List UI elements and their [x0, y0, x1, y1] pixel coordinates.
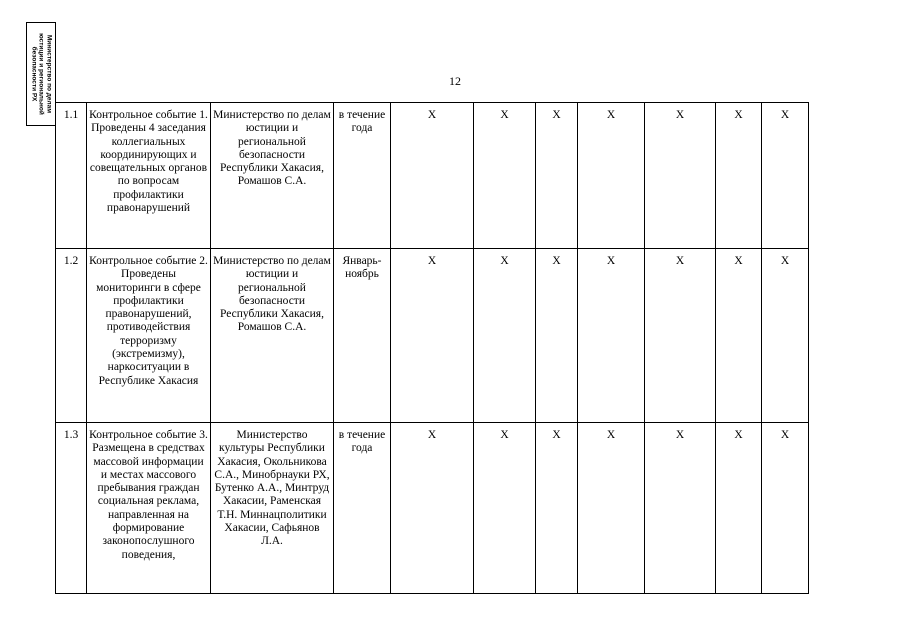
mark-cell: Х [474, 249, 536, 423]
mark-cell: Х [578, 249, 645, 423]
mark-cell: Х [645, 249, 716, 423]
responsible-executor: Министерство по делам юстиции и региональной безопасности Республики Хакасия, Ромашов С.А. [211, 249, 334, 423]
responsible-executor: Министерство по делам юстиции и региональной безопасности Республики Хакасия, Ромашов С.А. [211, 103, 334, 249]
execution-term: Январь-ноябрь [334, 249, 391, 423]
table-row [56, 103, 809, 249]
table-row [56, 249, 809, 423]
mark-cell: Х [391, 249, 474, 423]
event-description: Контрольное событие 1. Проведены 4 заседания коллегиальных координирующих и совещательных органов по вопросам профилактики правонарушений [87, 103, 211, 249]
stamp-text: Министерство по делам юстиции и региональной безопасности РХ [30, 33, 53, 115]
mark-cell: Х [645, 103, 716, 249]
mark-cell: Х [716, 249, 762, 423]
row-number: 1.2 [56, 249, 87, 423]
mark-cell: Х [536, 249, 578, 423]
event-description: Контрольное событие 2. Проведены мониторинги в сфере профилактики правонарушений, противодействия терроризму (экстремизму), наркоситуации в Республике Хакасия [87, 249, 211, 423]
mark-cell: Х [474, 103, 536, 249]
mark-cell: Х [536, 103, 578, 249]
mark-cell: Х [645, 423, 716, 594]
mark-cell: Х [391, 103, 474, 249]
page-number: 12 [449, 74, 461, 88]
row-number: 1.1 [56, 103, 87, 249]
mark-cell: Х [474, 423, 536, 594]
mark-cell: Х [536, 423, 578, 594]
mark-cell: Х [762, 423, 809, 594]
plan-table [55, 102, 809, 594]
mark-cell: Х [578, 103, 645, 249]
mark-cell: Х [762, 249, 809, 423]
row-number: 1.3 [56, 423, 87, 594]
mark-cell: Х [391, 423, 474, 594]
table-row [56, 423, 809, 594]
responsible-executor: Министерство культуры Республики Хакасия, Окольникова С.А., Минобрнауки РХ, Бутенко А.А., Минтруд Хакасии, Раменская Т.Н. Миннацполитики Хакасии, Сафьянов Л.А. [211, 423, 334, 594]
mark-cell: Х [762, 103, 809, 249]
event-description: Контрольное событие 3. Размещена в средствах массовой информации и местах массового пребывания граждан социальная реклама, направленная на формирование законопослушного поведения, [87, 423, 211, 594]
mark-cell: Х [716, 423, 762, 594]
mark-cell: Х [716, 103, 762, 249]
execution-term: в течение года [334, 103, 391, 249]
mark-cell: Х [578, 423, 645, 594]
registration-stamp [26, 22, 56, 126]
execution-term: в течение года [334, 423, 391, 594]
